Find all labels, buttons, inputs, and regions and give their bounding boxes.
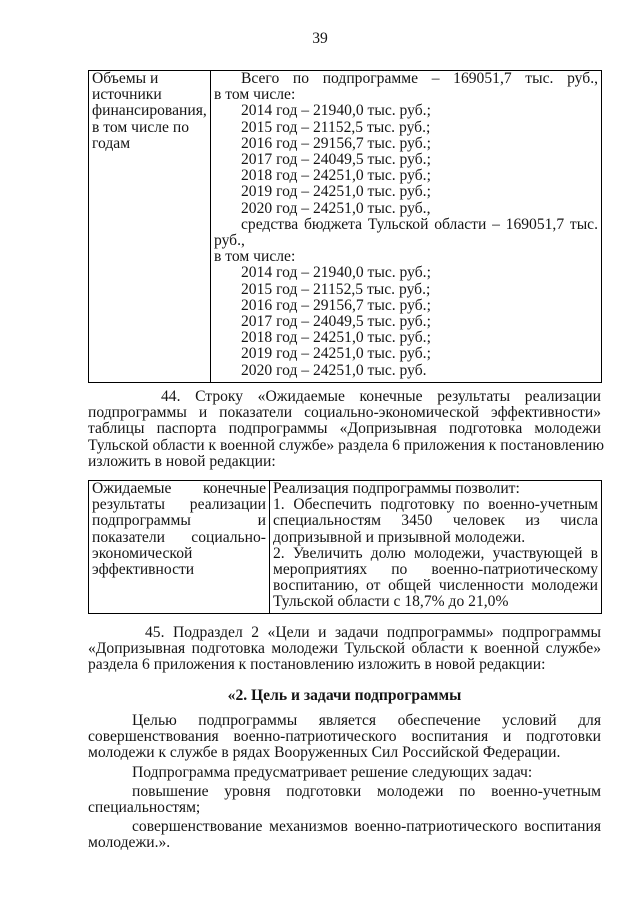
funding-label-line: финансирования,: [92, 102, 207, 120]
section-heading: «2. Цель и задачи подпрограммы: [227, 687, 462, 704]
budget-year: 2020 год – 24251,0 тыс. руб.: [241, 361, 427, 379]
funding-table: [88, 70, 602, 383]
funding-label-line: Объемы и: [92, 70, 159, 87]
task-1: [88, 784, 601, 816]
item-45-paragraph: [88, 625, 601, 674]
table-row: [89, 71, 602, 383]
funding-year: 2016 год – 29156,7 тыс. руб.;: [241, 134, 431, 152]
funding-label-line: годам: [92, 134, 131, 152]
item-45-line: раздела 6 приложения к постановлению изложить в новой редакции:: [88, 656, 546, 674]
item-44-line: 44. Строку «Ожидаемые конечные результаты реализации: [161, 388, 601, 405]
results-line: специальностям 3450 человек из числа: [273, 512, 598, 530]
budget-year: 2017 год – 24049,5 тыс. руб.;: [241, 313, 431, 331]
funding-year: 2017 год – 24049,5 тыс. руб.;: [241, 151, 431, 169]
results-line: 1. Обеспечить подготовку по военно-учетным: [273, 496, 598, 514]
results-label-line: показатели социально-: [92, 528, 266, 546]
goal-line: Целью подпрограммы является обеспечение условий для: [132, 712, 601, 729]
goal-line: совершенствования военно-патриотического воспитания и подготовки: [88, 728, 601, 746]
item-44-line: таблицы паспорта подпрограммы «Допризывная подготовка молодежи: [88, 420, 601, 438]
item-45-line: «Допризывная подготовка молодежи Тульской области к военной службе»: [88, 640, 601, 658]
task-1-line: повышение уровня подготовки молодежи по военно-учетным: [132, 783, 601, 800]
funding-year: 2014 год – 21940,0 тыс. руб.;: [241, 102, 431, 120]
funding-table-block: [88, 70, 601, 383]
funding-label-cell: [89, 71, 211, 383]
results-intro: Реализация подпрограммы позволит:: [273, 480, 520, 497]
results-table: [88, 480, 602, 614]
funding-year: 2020 год – 24251,0 тыс. руб.,: [241, 199, 431, 217]
results-line: допризывной и призывной молодежи.: [273, 528, 526, 546]
item-44-line: Тульской области к военной службе» раздела 6 приложения к постановлению: [88, 436, 604, 454]
table-row: [89, 481, 602, 614]
budget-year: 2014 год – 21940,0 тыс. руб.;: [241, 264, 431, 282]
results-label-line: подпрограммы и: [92, 512, 266, 530]
results-label-cell: [89, 481, 270, 614]
results-line: Тульской области с 18,7% до 21,0%: [273, 593, 509, 611]
funding-label-line: источники: [92, 86, 162, 104]
results-line: воспитанию, от общей численности молодежи: [273, 577, 598, 595]
results-table-block: [88, 480, 601, 614]
tasks-intro-line: Подпрограмма предусматривает решение следующих задач:: [132, 764, 533, 781]
item-44-paragraph: [88, 388, 604, 470]
funding-year: 2015 год – 21152,5 тыс. руб.;: [241, 118, 431, 136]
budget-year: 2016 год – 29156,7 тыс. руб.;: [241, 296, 431, 314]
results-label-line: Ожидаемые конечные: [92, 480, 266, 497]
funding-total: Всего по подпрограмме – 169051,7 тыс. руб.,: [241, 70, 598, 87]
task-2: [88, 819, 601, 851]
task-2-line: молодежи.».: [88, 834, 171, 852]
item-44-line: изложить в новой редакции:: [88, 452, 276, 470]
funding-including-label: в том числе:: [214, 86, 296, 104]
task-1-line: специальностям;: [88, 799, 201, 817]
results-label-line: экономической: [92, 544, 193, 562]
results-line: мероприятиях по военно-патриотическому: [273, 561, 598, 579]
item-45-line: 45. Подраздел 2 «Цели и задачи подпрограммы» подпрограммы: [145, 624, 601, 641]
results-label-line: результаты реализации: [92, 496, 266, 514]
budget-total-cont: руб.,: [214, 232, 245, 250]
budget-year: 2018 год – 24251,0 тыс. руб.;: [241, 329, 431, 347]
funding-year: 2019 год – 24251,0 тыс. руб.;: [241, 183, 431, 201]
funding-values-cell: [211, 71, 602, 383]
task-2-line: совершенствование механизмов военно-патриотического воспитания: [132, 818, 601, 835]
goal-line: молодежи к службе в рядах Вооруженных Сил Российской Федерации.: [88, 744, 561, 762]
tasks-intro: [88, 765, 601, 781]
results-line: 2. Увеличить долю молодежи, участвующей в: [273, 544, 598, 562]
results-text-cell: [270, 481, 602, 614]
results-label-line: эффективности: [92, 561, 195, 579]
budget-including-label: в том числе:: [214, 248, 296, 266]
budget-total: средства бюджета Тульской области – 169051,7 тыс.: [241, 215, 598, 233]
funding-label-line: в том числе по: [92, 118, 189, 136]
budget-year: 2015 год – 21152,5 тыс. руб.;: [241, 280, 431, 298]
goal-paragraph: [88, 713, 601, 762]
page-number: 39: [312, 30, 328, 47]
item-44-line: подпрограммы и показатели социально-экономической эффективности»: [88, 404, 601, 422]
budget-year: 2019 год – 24251,0 тыс. руб.;: [241, 345, 431, 363]
funding-year: 2018 год – 24251,0 тыс. руб.;: [241, 167, 431, 185]
